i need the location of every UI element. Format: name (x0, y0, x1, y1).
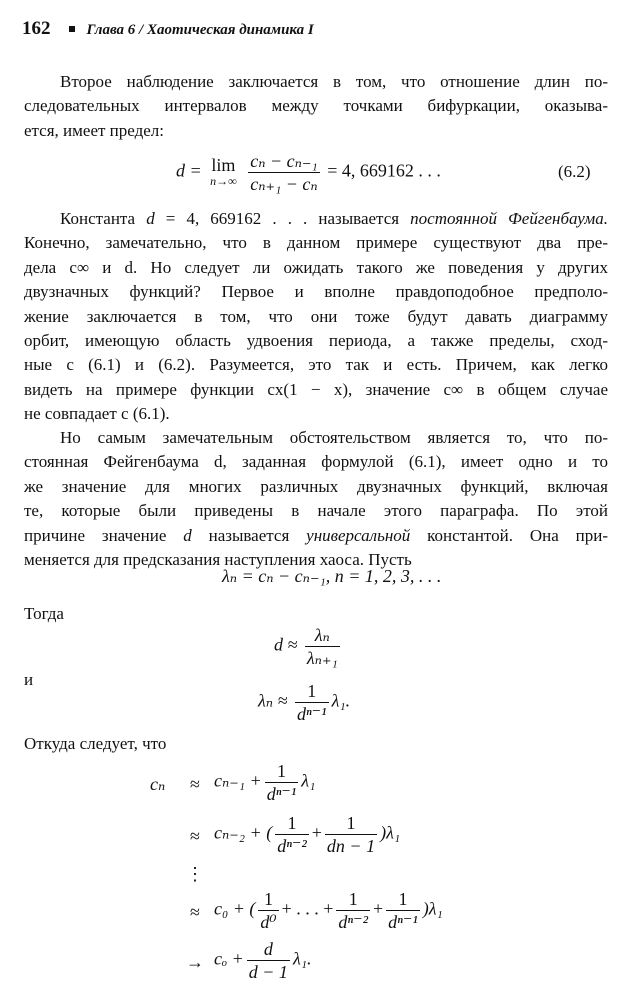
eq-tail: λ₁. (331, 690, 351, 711)
term: )λ₁ (380, 822, 401, 843)
fraction-numerator: 1 (386, 888, 420, 911)
paragraph-2 (24, 207, 608, 427)
fraction-numerator: cₙ − cₙ₋₁ (250, 151, 318, 171)
term: + (311, 822, 322, 843)
row-rhs (214, 760, 315, 805)
running-title: Глава 6 / Хаотическая динамика I (86, 22, 314, 38)
text-line: меняется для предсказания наступления хаоса. Пусть (24, 550, 412, 570)
text-line: те, которые были приведены в начале этого параграфа. По этой (24, 501, 608, 521)
fraction-denominator: dⁿ⁻¹ (266, 784, 297, 804)
text-line: ные с (6.1) и (6.2). Разумеется, это так и есть. Причем, как легко (24, 355, 608, 375)
text-span: причине значение (24, 525, 184, 545)
text-line: жение заключается в том, что они тоже будут давать диаграмму (24, 306, 608, 326)
fraction-numerator: λₙ (305, 624, 340, 647)
equation-d-approx (274, 624, 343, 669)
text-line: же значение для многих различных двузначных функций, включая (24, 476, 608, 496)
fraction-denominator: d⁰ (260, 912, 277, 932)
equation-6-2 (176, 150, 441, 195)
page-header (22, 18, 314, 40)
fraction-numerator: 1 (295, 680, 329, 703)
term: cₙ₋₁ + (214, 770, 262, 791)
word-i: и (24, 670, 34, 689)
math-d: d (183, 525, 192, 545)
eq-lhs: λₙ ≈ (258, 690, 288, 711)
emphasis-term: постоянной Фейгенбаума. (410, 209, 608, 228)
fraction (336, 888, 370, 933)
page-number: 162 (22, 18, 51, 39)
term: λ₁. (292, 948, 312, 969)
text-line (24, 207, 608, 231)
fraction-numerator: 1 (275, 812, 309, 835)
text-line: Второе наблюдение заключается в том, что отношение длин по- (60, 72, 608, 91)
derivation-row-1 (150, 760, 550, 810)
text-line: двузначных функций? Первое и вполне правдоподобное предполо- (24, 282, 608, 302)
word-otkuda: Откуда следует, что (24, 734, 167, 753)
row-operator: ≈ (190, 774, 200, 794)
word-togda: Тогда (24, 604, 64, 623)
equation-lambda-approx (258, 680, 350, 725)
text-span: = 4, 669162 . . . называется (154, 209, 411, 228)
fraction (275, 812, 309, 857)
text-line (24, 524, 608, 548)
derivation-row-5 (150, 938, 550, 988)
row-operator: → (186, 952, 204, 972)
fraction-numerator: 1 (336, 888, 370, 911)
row-operator: ≈ (190, 826, 200, 846)
eq-lhs: d = (176, 160, 202, 181)
eq-rhs: = 4, 669162 . . . (327, 160, 441, 181)
text-line: Но самым замечательным обстоятельством является то, что по- (60, 428, 608, 447)
text-span: константой. Она при- (410, 525, 608, 545)
eq-lhs: d ≈ (274, 634, 298, 655)
term: c₀ + ( (214, 898, 256, 919)
fraction-denominator: dⁿ⁻² (277, 836, 307, 856)
equation-number: (6.2) (558, 162, 591, 181)
row-rhs (214, 812, 400, 857)
fraction (248, 150, 319, 195)
term: cₒ + (214, 948, 244, 969)
fraction-denominator: cₙ₊₁ − cₙ (250, 174, 318, 194)
fraction-denominator: d − 1 (248, 962, 288, 982)
text-line: орбит, имеющую область удвоения периода, а также пределы, сход- (24, 331, 608, 351)
fraction-denominator: dⁿ⁻² (338, 912, 368, 932)
text-line: стоянная Фейгенбаума d, заданная формулой (6.1), имеет одно и то (24, 452, 608, 472)
limit-operator (210, 154, 237, 189)
row-lhs: cₙ (150, 774, 166, 794)
fraction (265, 760, 299, 805)
fraction-denominator: λₙ₊₁ (306, 648, 338, 668)
text-span: Константа (60, 209, 147, 228)
fraction-denominator: dⁿ⁻¹ (296, 704, 327, 724)
term: + . . . + (281, 898, 334, 919)
fraction-numerator: d (247, 938, 290, 961)
text-line: следовательных интервалов между точками бифуркации, оказыва- (24, 96, 608, 116)
term: cₙ₋₂ + ( (214, 822, 273, 843)
fraction (295, 680, 329, 725)
fraction-numerator: 1 (325, 812, 377, 835)
emphasis-term: универсальной (306, 525, 411, 545)
row-rhs (214, 938, 312, 983)
vertical-ellipsis: ⋮ (186, 864, 204, 884)
header-bullet (69, 26, 75, 32)
fraction (325, 812, 377, 857)
fraction (305, 624, 340, 669)
text-line: ется, имеет предел: (24, 120, 164, 140)
row-operator: ≈ (190, 902, 200, 922)
text-line: не совпадает с (6.1). (24, 404, 170, 424)
derivation-row-2 (150, 812, 550, 862)
fraction-denominator: dn − 1 (326, 836, 376, 856)
text-span: называется (191, 525, 307, 545)
derivation-block (150, 760, 550, 990)
text-line: видеть на примере функции cx(1 − x), значение c∞ в общем случае (24, 379, 608, 399)
fraction-denominator: dⁿ⁻¹ (388, 912, 418, 932)
equation-lambda-def: λₙ = cₙ − cₙ₋₁, n = 1, 2, 3, . . . (222, 566, 442, 586)
fraction (258, 888, 278, 933)
term: + (373, 898, 384, 919)
text-line: дела c∞ и d. Но следует ли ожидать такого же поведения у других (24, 257, 608, 277)
lim-word: lim (211, 154, 236, 175)
fraction (247, 938, 290, 983)
fraction (386, 888, 420, 933)
text-line: Конечно, замечательно, что в данном примере существуют два пре- (24, 233, 608, 253)
term: )λ₁ (422, 898, 443, 919)
term: λ₁ (301, 770, 316, 791)
derivation-row-4 (150, 888, 550, 938)
paragraph-1 (24, 70, 608, 143)
paragraph-3 (24, 426, 608, 572)
fraction-numerator: 1 (258, 888, 278, 911)
row-rhs (214, 888, 443, 933)
math-d: d (146, 209, 155, 228)
fraction-numerator: 1 (265, 760, 299, 783)
lim-subscript: n→∞ (210, 173, 237, 188)
